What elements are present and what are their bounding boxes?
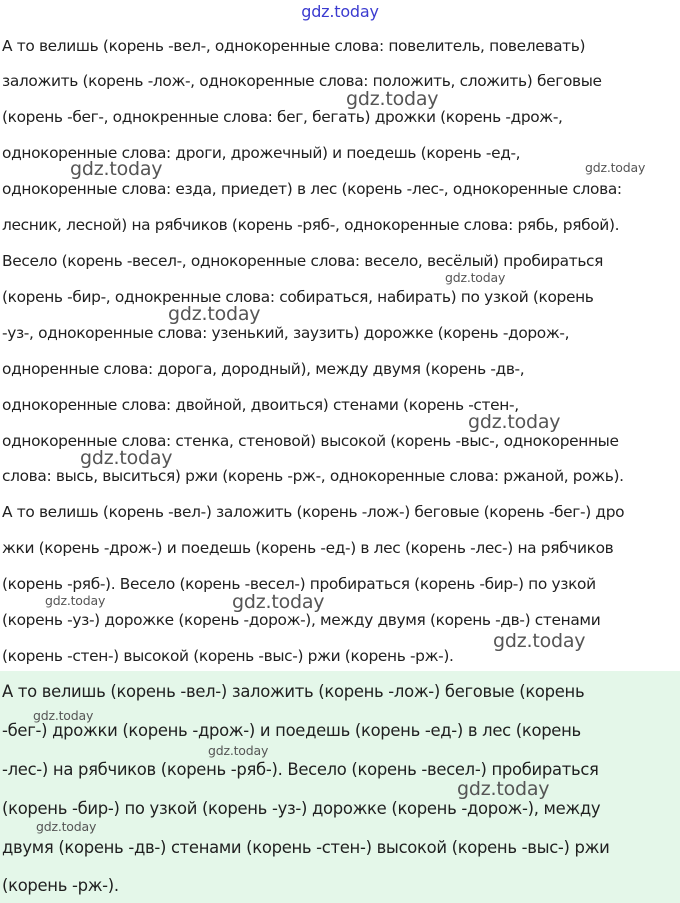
text-line: одноренные слова: дорога, дородный), между двумя (корень -дв-, <box>2 360 525 378</box>
watermark: gdz.today <box>70 158 163 180</box>
text-line: А то велишь (корень -вел-) заложить (корень -лож-) беговые (корень <box>2 682 585 701</box>
watermark: gdz.today <box>80 447 173 469</box>
watermark: gdz.today <box>36 819 97 834</box>
watermark: gdz.today <box>33 708 94 723</box>
text-line: (корень -ряб-). Весело (корень -весел-) пробираться (корень -бир-) по узкой <box>2 575 596 593</box>
watermark: gdz.today <box>346 88 439 110</box>
watermark: gdz.today <box>468 411 561 433</box>
text-line: (корень -уз-) дорожке (корень -дорож-), между двумя (корень -дв-) стенами <box>2 611 601 629</box>
text-line: А то велишь (корень -вел-, однокоренные слова: повелитель, повелевать) <box>2 37 586 55</box>
answer-block-3 <box>0 671 680 903</box>
text-line: (корень -стен-) высокой (корень -выс-) ржи (корень -рж-). <box>2 647 454 665</box>
watermark: gdz.today <box>493 630 586 652</box>
text-line: лесник, лесной) на рябчиков (корень -ряб-, однокоренные слова: рябь, рябой). <box>2 216 620 234</box>
text-line: слова: высь, выситься) ржи (корень -рж-, однокоренные слова: ржаной, рожь). <box>2 467 624 485</box>
watermark: gdz.today <box>168 303 261 325</box>
text-line: однокоренные слова: езда, приедет) в лес (корень -лес-, однокоренные слова: <box>2 180 622 198</box>
watermark: gdz.today <box>445 270 506 285</box>
text-line: (корень -бир-, однокренные слова: собираться, набирать) по узкой (корень <box>2 288 594 306</box>
watermark: gdz.today <box>457 778 550 800</box>
text-line: (корень -бир-) по узкой (корень -уз-) дорожке (корень -дорож-), между <box>2 799 601 818</box>
watermark: gdz.today <box>585 160 646 175</box>
text-line: -уз-, однокоренные слова: узенький, заузить) дорожке (корень -дорож-, <box>2 324 570 342</box>
text-line: жки (корень -дрож-) и поедешь (корень -ед-) в лес (корень -лес-) на рябчиков <box>2 539 614 557</box>
text-line: однокоренные слова: дроги, дрожечный) и поедешь (корень -ед-, <box>2 144 521 162</box>
watermark: gdz.today <box>232 591 325 613</box>
watermark: gdz.today <box>208 743 269 758</box>
text-line: -бег-) дрожки (корень -дрож-) и поедешь (корень -ед-) в лес (корень <box>2 721 581 740</box>
site-title[interactable]: gdz.today <box>301 2 379 21</box>
text-line: Весело (корень -весел-, однокоренные слова: весело, весёлый) пробираться <box>2 252 604 270</box>
text-line: А то велишь (корень -вел-) заложить (корень -лож-) беговые (корень -бег-) дро <box>2 503 625 521</box>
text-line: заложить (корень -лож-, однокоренные слова: положить, сложить) беговые <box>2 72 602 90</box>
text-line: (корень -бег-, однокренные слова: бег, бегать) дрожки (корень -дрож-, <box>2 108 563 126</box>
text-line: двумя (корень -дв-) стенами (корень -стен-) высокой (корень -выс-) ржи <box>2 838 610 857</box>
text-line: -лес-) на рябчиков (корень -ряб-). Весело (корень -весел-) пробираться <box>2 760 599 779</box>
text-line: однокоренные слова: стенка, стеновой) высокой (корень -выс-, однокоренные <box>2 432 619 450</box>
watermark: gdz.today <box>45 593 106 608</box>
text-line: однокоренные слова: двойной, двоиться) стенами (корень -стен-, <box>2 396 519 414</box>
text-line: (корень -рж-). <box>2 876 119 895</box>
